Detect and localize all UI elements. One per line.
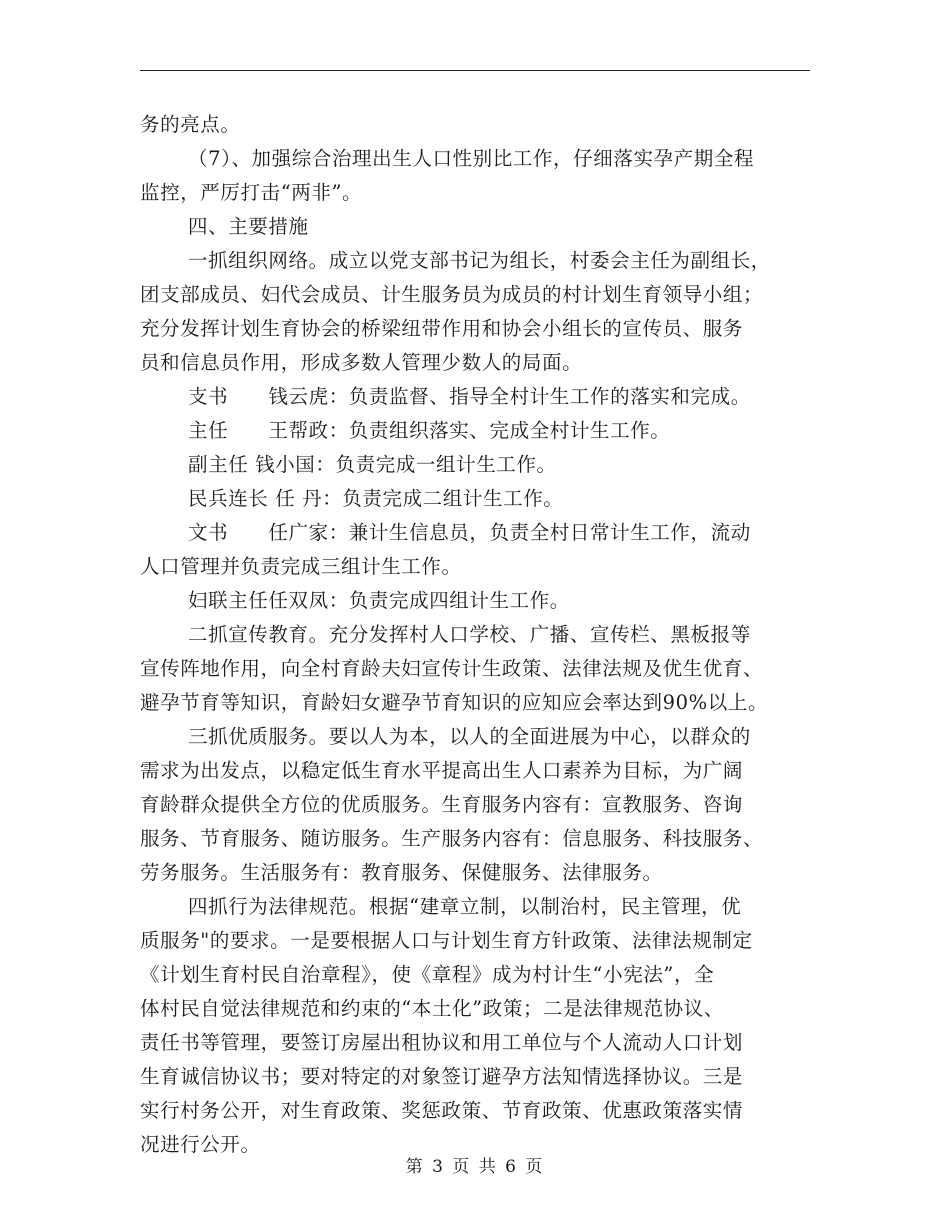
text-line: 育龄群众提供全方位的优质服务。生育服务内容有：宣教服务、咨询 [140, 793, 744, 816]
text-line: 团支部成员、妇代会成员、计生服务员为成员的村计划生育领导小组； [140, 283, 764, 306]
text-line: 劳务服务。生活服务有：教育服务、保健服务、法律服务。 [140, 861, 663, 884]
text-line: 文书 任广家：兼计生信息员，负责全村日常计生工作，流动 [188, 521, 751, 544]
text-line: 三抓优质服务。要以人为本，以人的全面进展为中心，以群众的 [188, 725, 751, 748]
text-line: 务的亮点。 [140, 113, 241, 136]
text-line: 质服务"的要求。一是要根据人口与计划生育方针政策、法律法规制定 [140, 929, 753, 952]
document-body [140, 108, 830, 1162]
text-line: 妇联主任任双凤：负责完成四组计生工作。 [188, 589, 570, 612]
text-line: 实行村务公开，对生育政策、奖惩政策、节育政策、优惠政策落实情 [140, 1099, 744, 1122]
header-rule [140, 70, 810, 71]
text-line: 《计划生育村民自治章程》，使《章程》成为村计生“小宪法”，全 [140, 963, 715, 986]
text-line: 人口管理并负责完成三组计生工作。 [140, 555, 462, 578]
text-line: 宣传阵地作用，向全村育龄夫妇宣传计生政策、法律法规及优生优育、 [140, 657, 764, 680]
text-line: 员和信息员作用，形成多数人管理少数人的局面。 [140, 351, 583, 374]
text-line: 况进行公开。 [140, 1133, 261, 1156]
text-line: 需求为出发点，以稳定低生育水平提高出生人口素养为目标，为广阔 [140, 759, 744, 782]
text-line: （7）、加强综合治理出生人口性别比工作，仔细落实孕产期全程 [188, 147, 755, 170]
text-line: 体村民自觉法律规范和约束的“本土化”政策；二是法律规范协议、 [140, 997, 724, 1020]
page-number: 第 3 页 共 6 页 [405, 1157, 545, 1177]
text-line: 充分发挥计划生育协会的桥梁纽带作用和协会小组长的宣传员、服务 [140, 317, 744, 340]
text-line: 四、主要措施 [188, 215, 309, 238]
text-line: 生育诚信协议书；要对特定的对象签订避孕方法知情选择协议。三是 [140, 1065, 744, 1088]
text-line: 一抓组织网络。成立以党支部书记为组长，村委会主任为副组长， [188, 249, 771, 272]
text-line: 避孕节育等知识，育龄妇女避孕节育知识的应知应会率达到90%以上。 [140, 691, 769, 714]
text-line: 四抓行为法律规范。根据“建章立制，以制治村，民主管理，优 [188, 895, 742, 918]
text-line: 民兵连长 任 丹：负责完成二组计生工作。 [188, 487, 564, 510]
text-line: 主任 王帮政：负责组织落实、完成全村计生工作。 [188, 419, 671, 442]
text-line: 支书 钱云虎：负责监督、指导全村计生工作的落实和完成。 [188, 385, 751, 408]
text-line: 服务、节育服务、随访服务。生产服务内容有：信息服务、科技服务、 [140, 827, 764, 850]
text-line: 二抓宣传教育。充分发挥村人口学校、广播、宣传栏、黑板报等 [188, 623, 751, 646]
text-line: 责任书等管理，要签订房屋出租协议和用工单位与个人流动人口计划 [140, 1031, 744, 1054]
text-line: 副主任 钱小国：负责完成一组计生工作。 [188, 453, 557, 476]
text-line: 监控，严厉打击“两非”。 [140, 181, 363, 204]
